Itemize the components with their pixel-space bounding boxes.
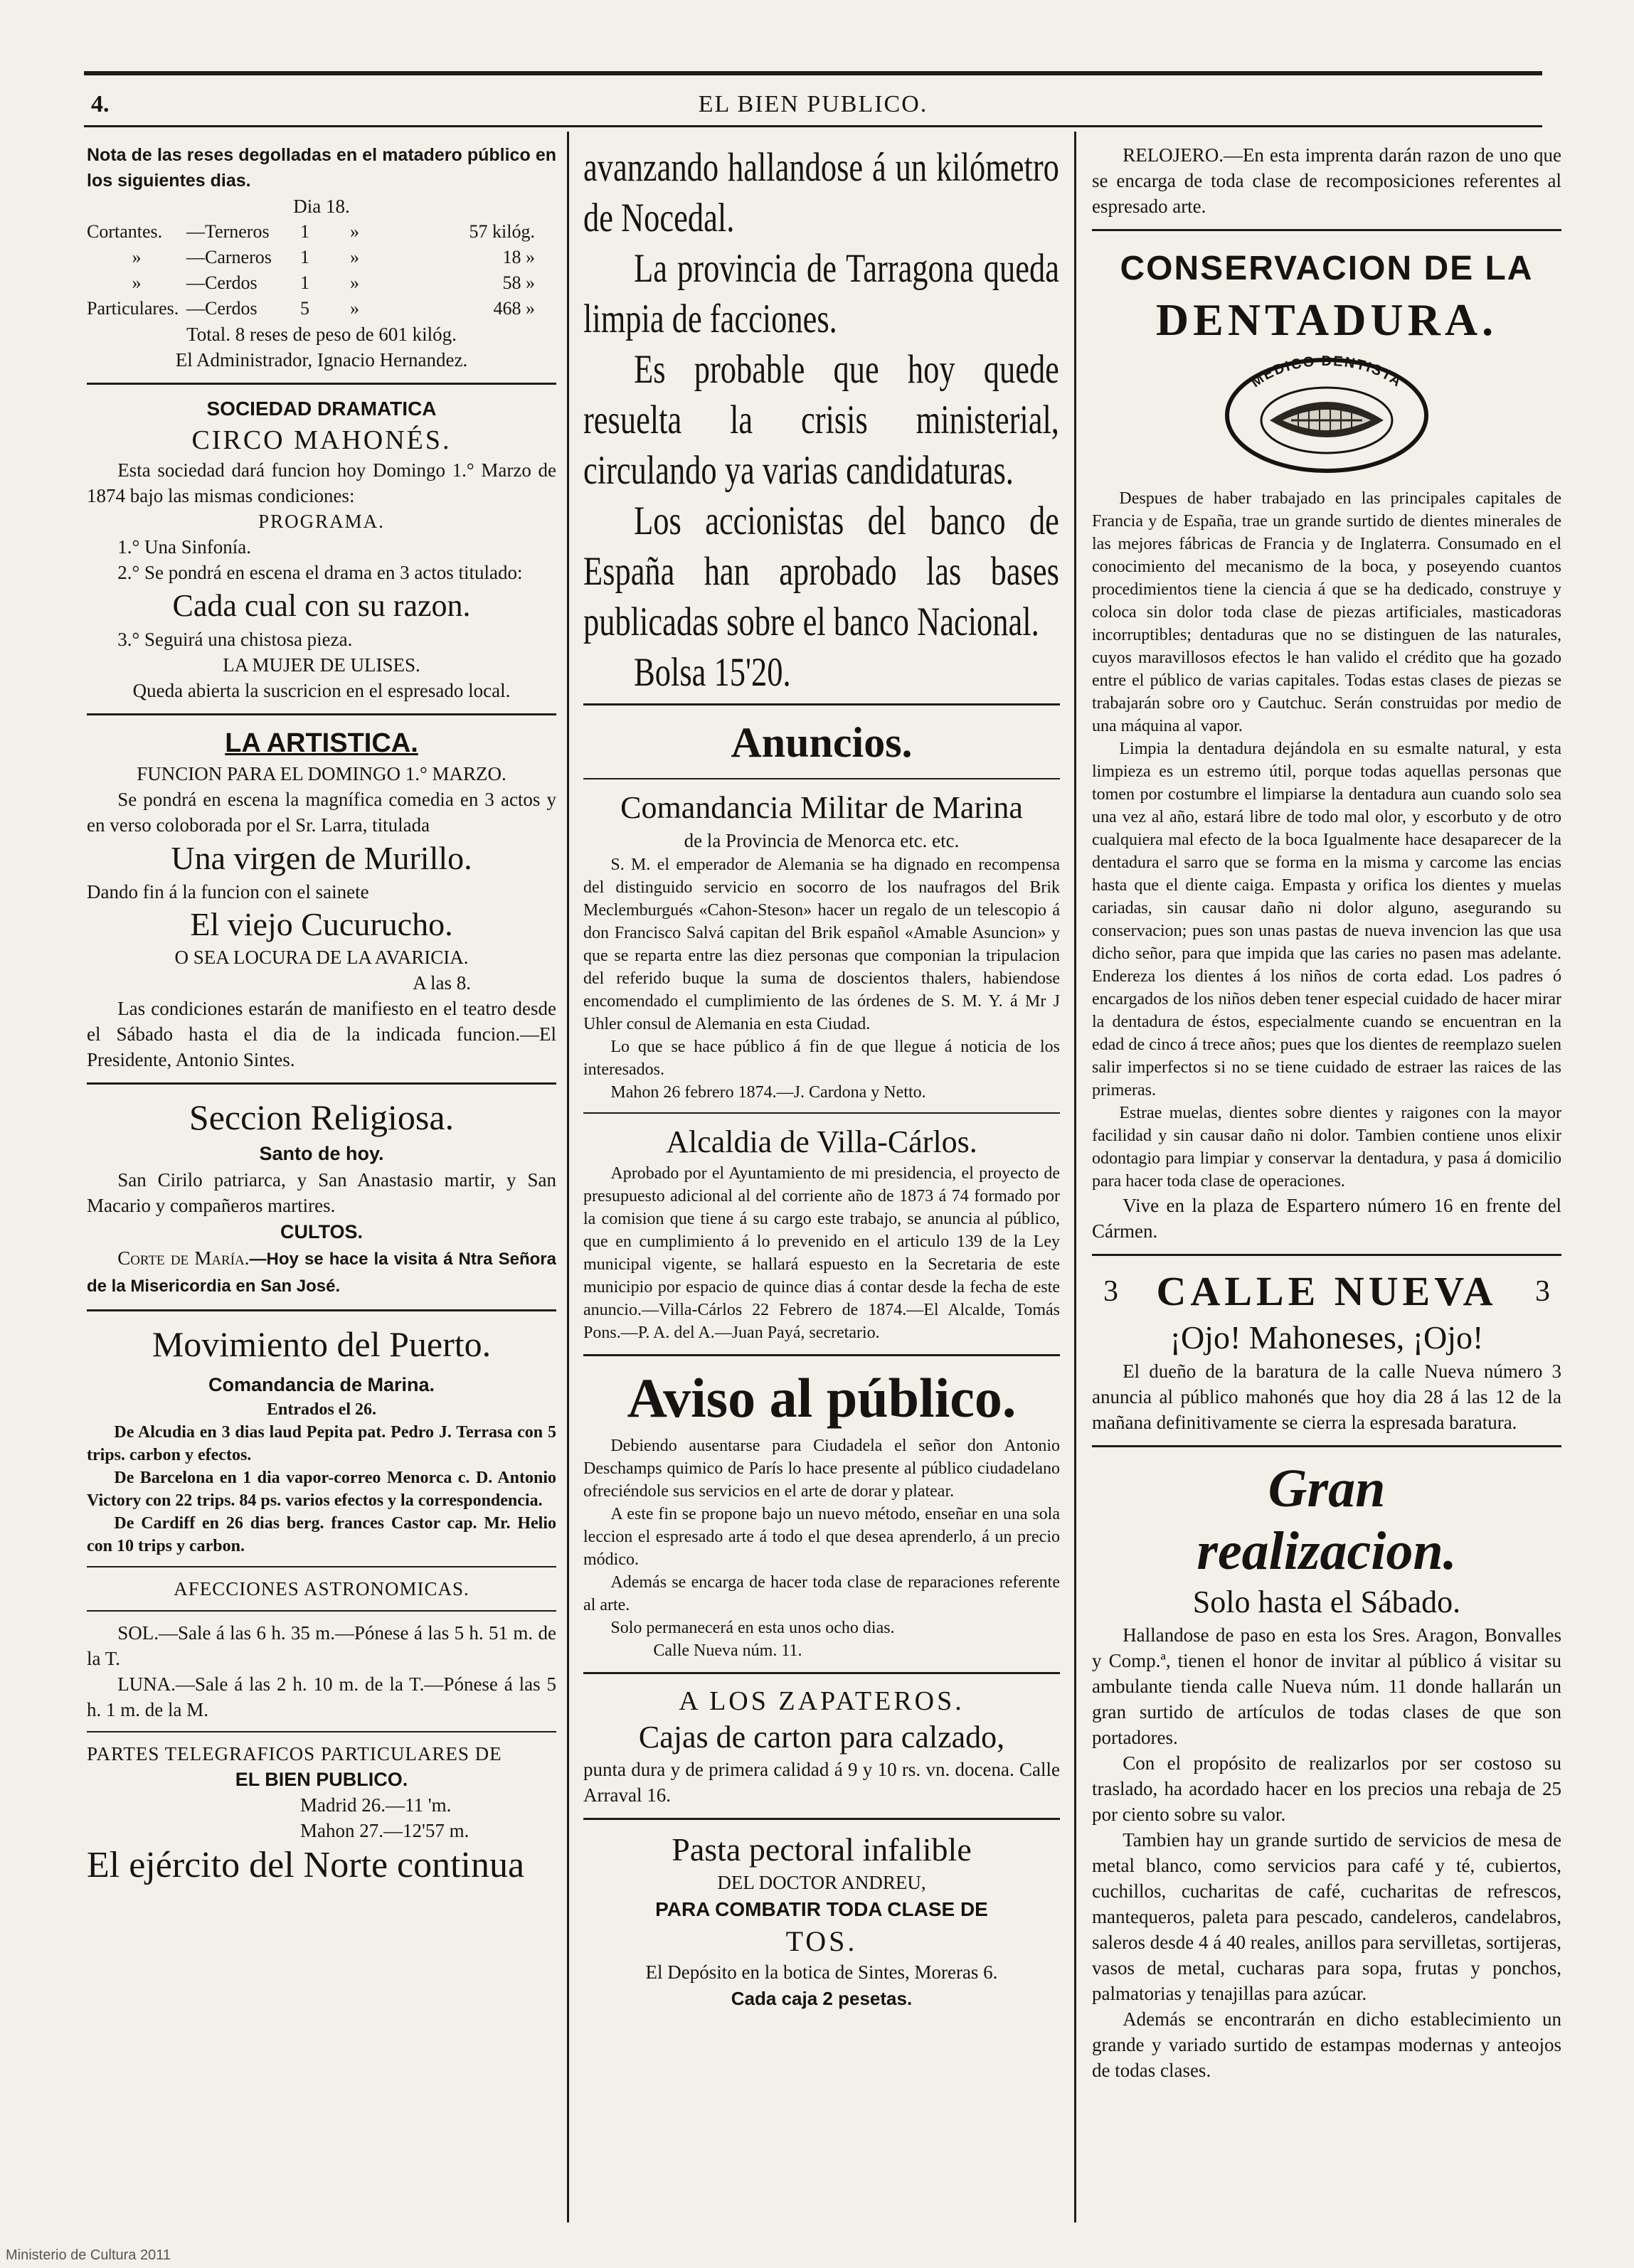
top-rule: [84, 71, 1542, 75]
reses-day: Dia 18.: [293, 196, 350, 217]
artistica-text: Las condiciones estarán de manifiesto en el teatro desde el Sábado hasta el dia de la indicada funcion.—El Presidente, Antonio Sintes.: [87, 998, 556, 1070]
page-number: 4.: [91, 91, 110, 117]
dentist-emblem-icon: [1220, 355, 1433, 476]
reses-table: [87, 219, 556, 321]
gran-text: Con el propósito de realizarlos por ser costoso su traslado, ha acordado hacer en los precios una rebaja de 25 por ciento sobre su valor.: [1092, 1752, 1561, 1825]
marina-text: Lo que se hace público á fin de que llegue á noticia de los interesados.: [583, 1038, 1060, 1079]
marina-sign: Mahon 26 febrero 1874.—J. Cardona y Netto.: [610, 1083, 926, 1102]
divider: [1092, 229, 1561, 231]
telegram-lead: El ejército del Norte continua: [87, 1845, 525, 1885]
bolsa-text: Bolsa 15'20.: [634, 650, 791, 695]
column-divider-1: [567, 132, 569, 2222]
calle-number: 3: [1535, 1275, 1550, 1308]
telegram-text: avanzando hallandose á un kilómetro de Nocedal.: [583, 145, 1059, 240]
divider: [1092, 1254, 1561, 1256]
divider: [583, 1354, 1060, 1356]
column-1: [87, 142, 556, 2190]
puerto-sub: Comandancia de Marina.: [208, 1374, 435, 1395]
marina-text: S. M. el emperador de Alemania se ha dignado en recompensa del distinguido servicio en socorro de los naufragos del Brik Meclemburgués «Cahon-Steson» hacer un regalo de un telescopio á don Francisco Salvá capitan del Brik español «Amable Asuncion» y que se reparta entre las diez personas que componian la tripulacion del referido buque la suma de doscientos thalers, habiendose encomendado el cumplimiento de las órdenes de S. M. Y. á Mr J Uhler consul de Alemania en esta Ciudad.: [583, 856, 1060, 1033]
entry-text: De Barcelona en 1 dia vapor-correo Menorca c. D. Antonio Victory con 22 trips. 84 ps. varios efectos y la correspondencia.: [87, 1469, 556, 1510]
zapateros-text: punta dura y de primera calidad á 9 y 10 rs. vn. docena. Calle Arraval 16.: [583, 1759, 1060, 1806]
ojo-heading: ¡Ojo! Mahoneses, ¡Ojo!: [1169, 1319, 1484, 1356]
divider: [87, 1731, 556, 1732]
reses-notice: [87, 142, 556, 373]
entry-text: De Alcudia en 3 dias laud Pepita pat. Pedro J. Terrasa con 5 trips. carbon y efectos.: [87, 1423, 556, 1464]
divider: [1092, 1445, 1561, 1447]
artistica-sub: FUNCION PARA EL DOMINGO 1.° MARZO.: [137, 763, 506, 784]
artistica-heading: LA ARTISTICA.: [225, 728, 418, 758]
divider: [87, 713, 556, 715]
program-item: 2.° Se pondrá en escena el drama en 3 actos titulado:: [117, 562, 523, 583]
artistica-text: Se pondrá en escena la magnífica comedia en 3 actos y en verso coloborada por el Sr. Larra, titulada: [87, 789, 556, 836]
pasta-doctor: DEL DOCTOR ANDREU,: [717, 1872, 926, 1893]
partes-paper: EL BIEN PUBLICO.: [235, 1769, 408, 1790]
alcaldia: [583, 1122, 1060, 1344]
calle-heading: CALLE NUEVA: [1156, 1268, 1497, 1314]
reses-admin: El Administrador, Ignacio Hernandez.: [175, 349, 468, 371]
aviso-heading: Aviso al público.: [627, 1367, 1017, 1429]
zapateros-heading: A LOS ZAPATEROS.: [679, 1686, 965, 1716]
table-row: » —Carneros 1 » 18 »: [132, 247, 535, 267]
entrados-label: Entrados el 26.: [266, 1400, 376, 1419]
calle-nueva-ad: [1092, 1266, 1561, 1435]
reses-total: Total. 8 reses de peso de 601 kilóg.: [186, 324, 457, 345]
conservacion-heading: CONSERVACION DE LA: [1120, 250, 1534, 287]
dentadura-text: Limpia la dentadura dejándola en su esmalte natural, y esta limpieza es un estremo útil, porque todas aquellas personas que tomen por costumbre el limpiarse la dentadura aun cuando solo sea una vez al año, estará libre de todo mal olor, y escorbuto y de otro cualquiera mal efecto de la boca Igualmente hace desaparecer de la dentadura el sarro que se forma en la misma y carcome las encias hasta que el diente caiga. Empasta y orifica los dientes y muelas cariadas, sin causar daño ni dolor alguno, asegurando su conservacion; pues son unas pastas de nueva invencion las que usa dicho señor, para que impida que las caries no pasen mas adelante. Endereza los dientes á los niños de corta edad. Los padres ó encargados de los niños deben tener especial cuidado de hacer mirar la dentadura de éstos, especialmente cuando se encuentran en la edad de cinco á trece años; pues que los dientes de reemplazo suelen salir imperfectos si no se tiene cuidado de estraer las raices de las primeras.: [1092, 740, 1561, 1100]
divider: [583, 703, 1060, 706]
gran-text: Hallandose de paso en esta los Sres. Aragon, Bonvalles y Comp.ª, tienen el honor de invitar al público á visitar su ambulante tienda calle Nueva núm. 11 donde hallarán un gran surtido de artículos de todas clases de que son portadores.: [1092, 1624, 1561, 1748]
pasta-para: PARA COMBATIR TODA CLASE DE: [655, 1898, 988, 1920]
divider: [87, 1082, 556, 1085]
la-artistica: [87, 725, 556, 1072]
column-2: [583, 142, 1060, 2190]
luna-text: LUNA.—Sale á las 2 h. 10 m. de la T.—Pónese á las 5 h. 1 m. de la M.: [87, 1673, 556, 1720]
dentadura-heading: DENTADURA.: [1155, 294, 1498, 345]
pasta-tos: TOS.: [785, 1925, 858, 1957]
movimiento-puerto: [87, 1321, 556, 1558]
zapateros-ad: [583, 1684, 1060, 1808]
aviso-text: Solo permanecerá en esta unos ocho dias.: [610, 1619, 895, 1637]
play-title: El viejo Cucurucho.: [190, 906, 453, 942]
pasta-deposito: El Depósito en la botica de Sintes, Moreras 6.: [645, 1961, 998, 1983]
piece-title: LA MUJER DE ULISES.: [223, 654, 420, 676]
gran-heading: Gran realizacion.: [1197, 1459, 1457, 1581]
program-item: 3.° Seguirá una chistosa pieza.: [117, 629, 353, 650]
page-header: [84, 85, 1542, 124]
pasta-price: Cada caja 2 pesetas.: [731, 1988, 913, 2009]
entry-text: De Cardiff en 26 dias berg. frances Castor cap. Mr. Helio con 10 trips y carbon.: [87, 1514, 556, 1555]
dentadura-text: Despues de haber trabajado en las principales capitales de Francia y de España, trae un grande surtido de dientes minerales de las mejores fábricas de Francia y de Inglaterra. Consumado en el conocimiento del mecanismo de la boca, y poseyendo cuantos procedimientos tiene la ciencia á que se ha dedicado, construye y coloca sin dolor toda clase de piezas artificiales, masticadoras incorruptibles; dentaduras que no se distinguen de las naturales, cuyos maravillosos efectos le han valido el crédito que ha gozado entre el público de varias capitales. Todas estas clases de piezas se trabajarán sobre oro y Cautchuc. Serán construidas por medio de una máquina al vapor.: [1092, 489, 1561, 735]
telegram-continued: [583, 142, 1060, 698]
telegram-text: Es probable que hoy quede resuelta la crisis ministerial, circulando ya varias candidaturas.: [583, 347, 1059, 493]
sol-text: SOL.—Sale á las 6 h. 35 m.—Pónese á las 5 h. 51 m. de la T.: [87, 1622, 556, 1669]
gran-text: Tambien hay un grande surtido de servicios de mesa de metal blanco, como servicios para café y té, cubiertos, cuchillos, cucharitas de café, cucharitas de refrescos, mantequeros, paleta para pescado, candeleros, candelabros, saleros desde 4 á 40 reales, anillos para servilletas, sortijeras, vasos de metal, cucharas para sopa, frutas y ponchos, palmatorias y tenajillas para azúcar.: [1092, 1829, 1561, 2004]
artistica-text: Dando fin á la funcion con el sainete: [87, 881, 369, 903]
alcaldia-text: Aprobado por el Ayuntamiento de mi presidencia, el proyecto de presupuesto adicional al del corriente año de 1873 á 74 formado por la comision que tiene á su cargo este trabajo, se anuncia al público, que en cumplimiento á lo prevenido en el articulo 139 de la Ley municipal vigente, se hallará espuesto en la Secretaria de este municipio por espacio de quince dias á contar desde la fecha de este anuncio.—Villa-Cárlos 22 Febrero de 1874.—El Alcalde, Tomás Pons.—P. A. del A.—Juan Payá, secretario.: [583, 1164, 1060, 1342]
madrid-time: Madrid 26.—11 'm.: [300, 1794, 452, 1816]
circo-heading: CIRCO MAHONÉS.: [191, 425, 452, 455]
program-item: 1.° Una Sinfonía.: [117, 536, 251, 558]
divider: [583, 1112, 1060, 1114]
partes-heading: PARTES TELEGRAFICOS PARTICULARES DE: [87, 1743, 502, 1764]
dentadura-text: Estrae muelas, dientes sobre dientes y raigones con la mayor facilidad y sin causar daño ni dolor. Tambien contiene unos elixir odontagio para limpiar y conservar la dentadura, y pasa á domicilio para hacer toda clase de operaciones.: [1092, 1104, 1561, 1191]
divider: [583, 1818, 1060, 1820]
column-divider-2: [1074, 132, 1076, 2222]
marina-sub: de la Provincia de Menorca etc. etc.: [684, 830, 960, 851]
calle-text: El dueño de la baratura de la calle Nueva número 3 anuncia al público mahonés que hoy dia 28 á las 12 de la mañana definitivamente se cierra la espresada baratura.: [1092, 1361, 1561, 1433]
aviso-text: Debiendo ausentarse para Ciudadela el señor don Antonio Deschamps quimico de París lo hace presente al público ciudadelano ofreciéndole sus servicios en el arte de dorar y platear.: [583, 1437, 1060, 1501]
aviso-address: Calle Nueva núm. 11.: [653, 1641, 802, 1660]
aviso-publico: [583, 1366, 1060, 1662]
cultos-text: Corte de María.—Hoy se hace la visita á Ntra Señora de la Misericordia en San José.: [87, 1247, 556, 1296]
alcaldia-heading: Alcaldia de Villa-Cárlos.: [666, 1124, 977, 1159]
santo-text: San Cirilo patriarca, y San Anastasio martir, y San Macario y compañeros martires.: [87, 1169, 556, 1216]
anuncios-heading: Anuncios.: [731, 719, 913, 766]
programa-label: PROGRAMA.: [258, 511, 385, 532]
divider: [87, 1610, 556, 1612]
mahon-time: Mahon 27.—12'57 m.: [300, 1820, 469, 1841]
puerto-heading: Movimiento del Puerto.: [152, 1324, 492, 1364]
aviso-text: Además se encarga de hacer toda clase de reparaciones referente al arte.: [583, 1573, 1060, 1614]
relojero-text: RELOJERO.—En esta imprenta darán razon de uno que se encarga de toda clase de recomposiciones referentes al espresado arte.: [1092, 144, 1561, 217]
partes-telegraficos: [87, 1741, 556, 1888]
dentadura-ad: [1092, 245, 1561, 1244]
telegram-text: La provincia de Tarragona queda limpia de facciones.: [583, 246, 1059, 341]
svg-text:MEDICO DENTISTA: MEDICO DENTISTA: [1248, 355, 1406, 391]
paper-title: EL BIEN PUBLICO.: [698, 91, 928, 117]
divider: [583, 778, 1060, 779]
santo-heading: Santo de hoy.: [259, 1143, 384, 1164]
gran-text: Además se encontrarán en dicho establecimiento un grande y variado surtido de estampas modernas y anteojos de todas clases.: [1092, 2008, 1561, 2081]
sociedad-dramatica: [87, 395, 556, 703]
divider: [583, 1672, 1060, 1674]
zapateros-sub: Cajas de carton para calzado,: [638, 1720, 1005, 1755]
divider: [87, 1566, 556, 1567]
astro-heading: AFECCIONES ASTRONOMICAS.: [174, 1578, 469, 1599]
table-row: Cortantes. —Terneros 1 » 57 kilóg.: [87, 221, 535, 242]
play-title: Una virgen de Murillo.: [171, 840, 472, 876]
marina-heading: Comandancia Militar de Marina: [620, 790, 1023, 825]
table-row: » —Cerdos 1 » 58 »: [132, 272, 535, 293]
divider: [87, 1309, 556, 1311]
solo-heading: Solo hasta el Sábado.: [1192, 1585, 1461, 1619]
afecciones-astronomicas: [87, 1576, 556, 1723]
play-title: Cada cual con su razon.: [172, 588, 471, 623]
seccion-religiosa: [87, 1095, 556, 1299]
pasta-pectoral: [583, 1830, 1060, 2012]
gran-realizacion-ad: [1092, 1457, 1561, 2083]
aviso-text: A este fin se propone bajo un nuevo método, enseñar en una sola leccion el espresado arte á todo el que desea aprenderlo, á un precio módico.: [583, 1505, 1060, 1569]
sociedad-heading: SOCIEDAD DRAMATICA: [206, 398, 437, 420]
calle-number: 3: [1103, 1275, 1118, 1308]
telegram-text: Los accionistas del banco de España han aprobado las bases publicadas sobre el banco Nacional.: [583, 499, 1059, 644]
pasta-heading: Pasta pectoral infalible: [672, 1831, 972, 1868]
religiosa-heading: Seccion Religiosa.: [189, 1097, 455, 1137]
dentadura-address: Vive en la plaza de Espartero número 16 en frente del Cármen.: [1092, 1195, 1561, 1242]
divider: [87, 383, 556, 385]
artistica-time: A las 8.: [413, 972, 471, 994]
cultos-heading: CULTOS.: [280, 1221, 363, 1242]
sociedad-intro: Esta sociedad dará funcion hoy Domingo 1.° Marzo de 1874 bajo las mismas condiciones:: [87, 459, 556, 506]
sociedad-closing: Queda abierta la suscricion en el espresado local.: [132, 680, 511, 701]
comandancia-militar: [583, 788, 1060, 1104]
reses-heading: Nota de las reses degolladas en el matadero público en los siguientes dias.: [87, 145, 556, 191]
play-subtitle: O SEA LOCURA DE LA AVARICIA.: [174, 947, 469, 968]
archive-credit: Ministerio de Cultura 2011: [6, 2247, 171, 2263]
table-row: Particulares. —Cerdos 5 » 468 »: [87, 298, 535, 319]
header-rule: [84, 125, 1542, 127]
column-3: [1092, 142, 1561, 2190]
